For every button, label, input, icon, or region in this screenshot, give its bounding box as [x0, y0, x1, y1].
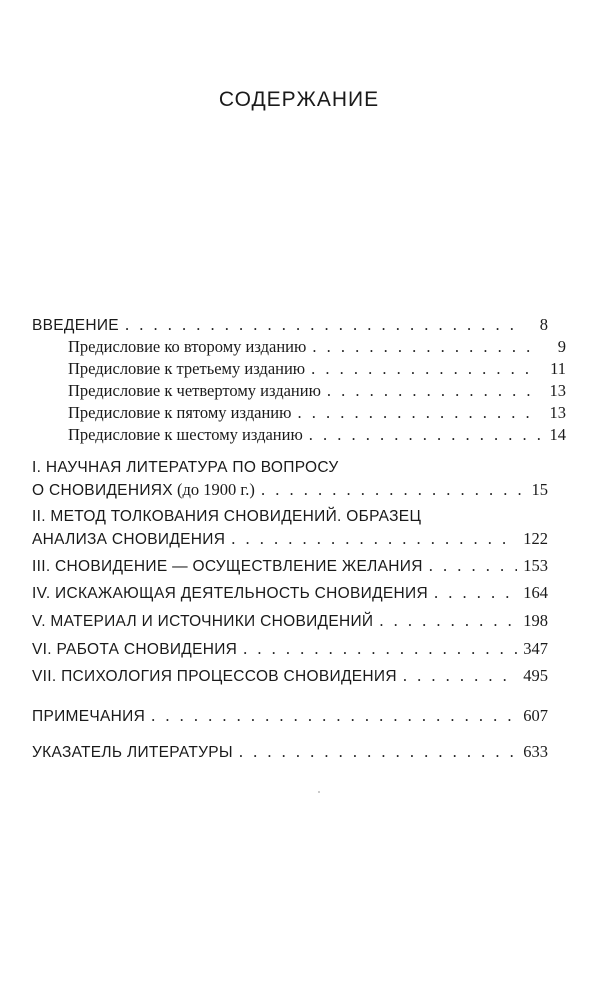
toc-entry-label: Предисловие к третьему изданию: [68, 359, 306, 378]
toc-entry-page: 633: [523, 742, 548, 761]
toc-entry-label-line2-caps: АНАЛИЗА СНОВИДЕНИЯ: [32, 531, 226, 548]
toc-entry-label-line2-rest: (до 1900 г.): [172, 480, 255, 499]
dot-leader: [151, 705, 517, 727]
toc-entry-label: Предисловие к пятому изданию: [68, 403, 292, 422]
scan-speck: [318, 791, 320, 793]
toc-entry-label-line2-caps: О СНОВИДЕНИЯХ: [32, 482, 173, 499]
toc-entry-label: V. МАТЕРИАЛ И ИСТОЧНИКИ СНОВИДЕНИЙ: [32, 613, 374, 630]
toc-entry-page: 13: [549, 403, 566, 422]
toc-entry-page: 153: [523, 556, 548, 575]
toc-entry-label: Предисловие к шестому изданию: [68, 425, 303, 444]
toc-entry-chapter-1[interactable]: [32, 457, 548, 502]
toc-entry-page: 164: [523, 583, 548, 602]
toc-entry-chapter-6[interactable]: [32, 638, 548, 661]
toc-entry-preface-4[interactable]: [50, 380, 566, 402]
toc-entry-preface-5[interactable]: [50, 402, 566, 424]
toc-entry-page: 122: [523, 529, 548, 548]
dot-leader: [309, 424, 540, 446]
dot-leader: [243, 638, 517, 660]
toc-entry-preface-6[interactable]: [50, 424, 566, 446]
dot-leader: [429, 555, 518, 577]
toc-entry-page: 495: [523, 666, 548, 685]
toc-entry-preface-2[interactable]: [50, 336, 566, 358]
toc-entry-notes[interactable]: [32, 705, 548, 728]
toc-entry-label: VI. РАБОТА СНОВИДЕНИЯ: [32, 641, 238, 658]
toc-entry-page: 15: [531, 480, 548, 499]
dot-leader: [297, 402, 540, 424]
dot-leader: [311, 358, 540, 380]
dot-leader: [261, 479, 522, 501]
toc-entry-chapter-5[interactable]: [32, 610, 548, 633]
toc-entry-page: 11: [550, 359, 566, 378]
dot-leader: [379, 610, 517, 632]
toc-entry-label: Предисловие ко второму изданию: [68, 337, 307, 356]
page-title: СОДЕРЖАНИЕ: [218, 88, 380, 111]
toc-entry-label: Предисловие к четвертому изданию: [68, 381, 321, 400]
dot-leader: [312, 336, 540, 358]
toc-entry-page: 9: [557, 337, 566, 356]
toc-entry-page: 8: [539, 315, 548, 334]
dot-leader: [434, 582, 517, 604]
toc-entry-label: УКАЗАТЕЛЬ ЛИТЕРАТУРЫ: [32, 744, 233, 761]
toc-entry-chapter-3[interactable]: [32, 555, 548, 578]
dot-leader: [327, 380, 540, 402]
dot-leader: [125, 314, 522, 336]
toc-entry-label: IV. ИСКАЖАЮЩАЯ ДЕЯТЕЛЬНОСТЬ СНОВИДЕНИЯ: [32, 585, 428, 602]
toc-entry-page: 347: [523, 639, 548, 658]
toc-entry-chapter-2[interactable]: [32, 506, 548, 551]
dot-leader: [239, 741, 517, 763]
toc-entry-page: 607: [523, 706, 548, 725]
toc-entry-page: 13: [549, 381, 566, 400]
toc-entry-label-line1: I. НАУЧНАЯ ЛИТЕРАТУРА ПО ВОПРОСУ: [32, 459, 339, 476]
dot-leader: [231, 528, 517, 550]
toc-entry-chapter-7[interactable]: [32, 665, 548, 688]
toc-entry-label: ВВЕДЕНИЕ: [32, 317, 119, 334]
toc-entry-label: ПРИМЕЧАНИЯ: [32, 708, 146, 725]
toc-entry-page: 14: [549, 425, 566, 444]
toc-entry-introduction[interactable]: [32, 314, 548, 337]
toc-entry-label-line1: II. МЕТОД ТОЛКОВАНИЯ СНОВИДЕНИЙ. ОБРАЗЕЦ: [32, 508, 422, 525]
toc-entry-label: III. СНОВИДЕНИЕ — ОСУЩЕСТВЛЕНИЕ ЖЕЛАНИЯ: [32, 558, 423, 575]
toc-entry-chapter-4[interactable]: [32, 582, 548, 605]
dot-leader: [403, 665, 517, 687]
toc-entry-preface-3[interactable]: [50, 358, 566, 380]
toc-entry-bibliography[interactable]: [32, 741, 548, 764]
toc-entry-page: 198: [523, 611, 548, 630]
toc-entry-label: VII. ПСИХОЛОГИЯ ПРОЦЕССОВ СНОВИДЕНИЯ: [32, 668, 397, 685]
